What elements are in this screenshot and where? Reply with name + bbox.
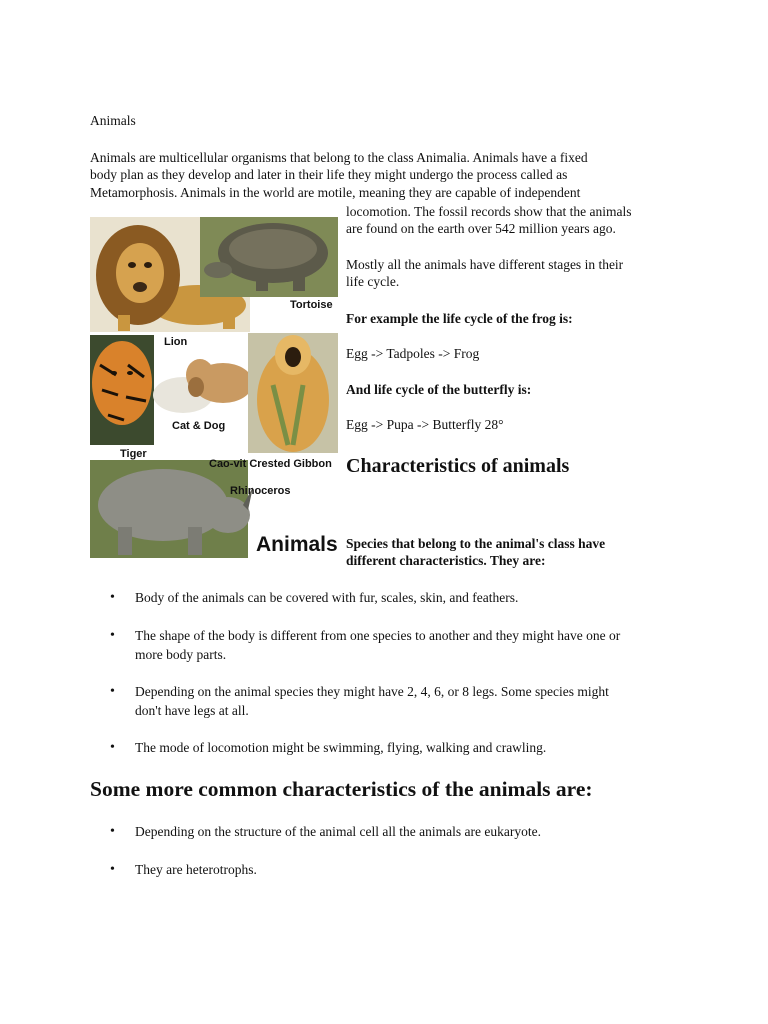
intro-line-5: are found on the earth over 542 million years ago. [346, 221, 616, 236]
list-item [108, 682, 620, 720]
intro-line-4: locomotion. The fossil records show that the animals [346, 204, 632, 219]
cat-dog-label: Cat & Dog [172, 420, 226, 432]
intro-line-2: body plan as they develop and later in their life they might undergo the process called as [90, 167, 568, 182]
species-intro-line-2: different characteristics. They are: [346, 553, 546, 568]
collage-title: Animals [256, 533, 338, 556]
frog-heading: For example the life cycle of the frog is: [346, 311, 573, 326]
species-intro-line-1: Species that belong to the animal's class have [346, 536, 606, 551]
butterfly-cycle: Egg -> Pupa -> Butterfly 28° [346, 417, 504, 432]
page-heading: Animals [90, 113, 136, 128]
tiger-photo [90, 335, 154, 445]
list-item-text: Depending on the animal species they might have 2, 4, 6, or 8 legs. Some species might [135, 684, 609, 699]
rhino-photo [90, 460, 253, 558]
list-item-text: The shape of the body is different from one species to another and they might have one or [135, 628, 621, 643]
list-item [108, 860, 541, 879]
list-item [108, 738, 620, 757]
more-characteristics-list [108, 822, 541, 879]
tortoise-label: Tortoise [290, 299, 333, 311]
intro-line-3: Metamorphosis. Animals in the world are motile, meaning they are capable of independent [90, 185, 581, 200]
list-item-text-cont: more body parts. [135, 647, 227, 662]
list-item [108, 588, 620, 607]
list-item-text: They are heterotrophs. [135, 862, 257, 877]
animals-collage-image [88, 215, 340, 560]
tiger-label: Tiger [120, 448, 147, 460]
lion-label: Lion [164, 336, 188, 348]
collage-illustration [88, 215, 340, 560]
list-item-text: Body of the animals can be covered with fur, scales, skin, and feathers. [135, 590, 519, 605]
stages-line-2: life cycle. [346, 274, 400, 289]
butterfly-heading: And life cycle of the butterfly is: [346, 382, 532, 397]
list-item-text: Depending on the structure of the animal cell all the animals are eukaryote. [135, 824, 541, 839]
list-item-text-cont: don't have legs at all. [135, 703, 249, 718]
gibbon-label: Cao-vit Crested Gibbon [209, 458, 332, 470]
list-item [108, 626, 620, 664]
more-characteristics-title: Some more common characteristics of the animals are: [90, 777, 593, 801]
gibbon-photo [248, 333, 338, 453]
list-item-text: The mode of locomotion might be swimming, flying, walking and crawling. [135, 740, 547, 755]
frog-cycle: Egg -> Tadpoles -> Frog [346, 346, 480, 361]
tortoise-photo [200, 217, 338, 297]
rhino-label: Rhinoceros [230, 485, 291, 497]
intro-line-1: Animals are multicellular organisms that belong to the class Animalia. Animals have a fixed [90, 150, 588, 165]
characteristics-title: Characteristics of animals [346, 455, 570, 477]
list-item [108, 822, 541, 841]
stages-line-1: Mostly all the animals have different stages in their [346, 257, 624, 272]
characteristics-list [108, 588, 620, 757]
